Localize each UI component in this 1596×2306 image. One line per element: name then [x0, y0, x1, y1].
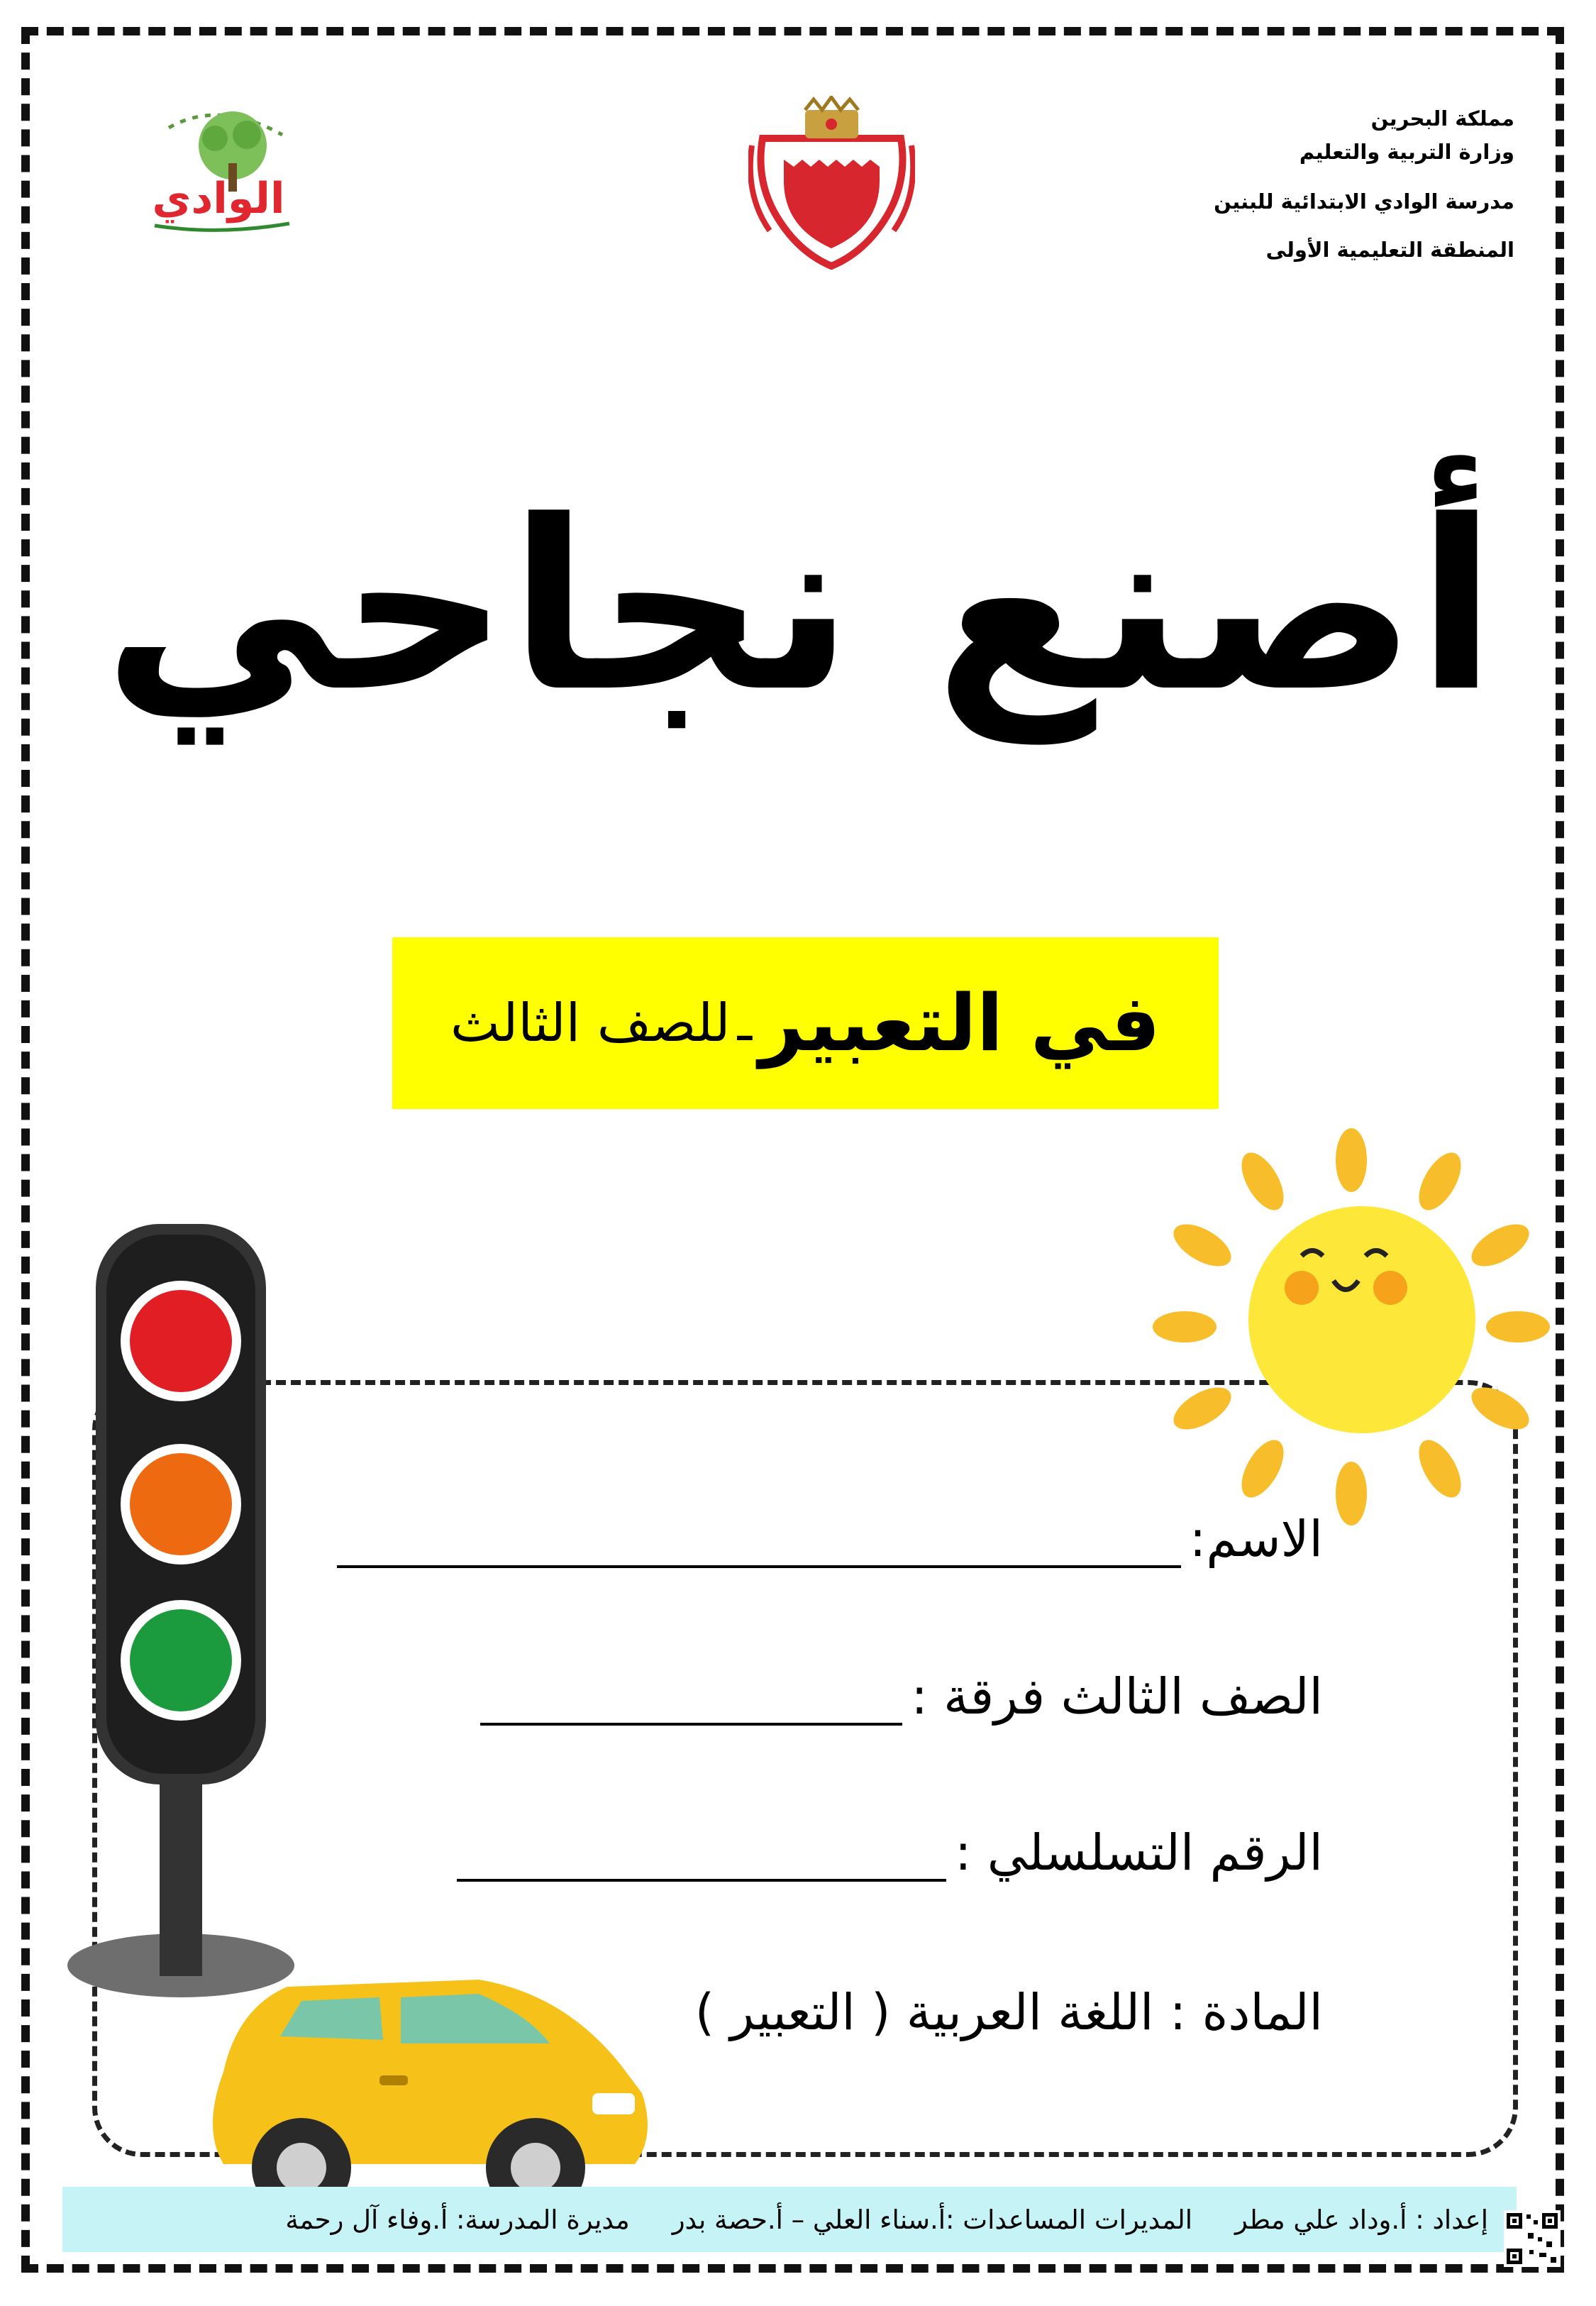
header-region: المنطقة التعليمية الأولى — [1265, 238, 1514, 262]
class-field — [480, 1667, 1323, 1726]
subject-field — [695, 1983, 1323, 2041]
footer-prepared-by: إعداد : أ.وداد علي مطر — [1235, 2204, 1488, 2235]
car-icon — [195, 1951, 677, 2224]
serial-blank[interactable] — [457, 1843, 946, 1882]
footer-assistants: المديرات المساعدات :أ.سناء العلي – أ.حصة بدر — [672, 2204, 1193, 2235]
name-blank[interactable] — [337, 1530, 1181, 1568]
subtitle-grade: للصف الثالث — [450, 993, 731, 1054]
subtitle-separator: ـ — [737, 994, 753, 1052]
serial-label: الرقم التسلسلي : — [954, 1824, 1323, 1882]
name-label: الاسم: — [1189, 1510, 1323, 1568]
subject-label: المادة : اللغة العربية ( التعبير ) — [694, 1983, 1323, 2041]
footer-principal: مديرة المدرسة: أ.وفاء آل رحمة — [285, 2204, 630, 2235]
class-label: الصف الثالث فرقة : — [911, 1667, 1323, 1726]
header-school: مدرسة الوادي الابتدائية للبنين — [1214, 189, 1514, 214]
class-blank[interactable] — [480, 1687, 902, 1726]
footer-credits — [62, 2187, 1517, 2252]
header-ministry: وزارة التربية والتعليم — [1299, 140, 1514, 164]
subtitle-main: في التعبير — [759, 978, 1160, 1069]
sun-icon — [1153, 1128, 1550, 1528]
page-title: أصنع نجاحي — [103, 470, 1497, 743]
serial-field — [457, 1824, 1323, 1882]
school-logo-icon — [126, 106, 311, 237]
traffic-light-icon — [67, 1217, 294, 2014]
bahrain-emblem-icon — [748, 96, 915, 272]
school-logo-text: الوادي — [152, 174, 285, 224]
header-kingdom: مملكة البحرين — [1370, 106, 1514, 131]
subtitle-box — [392, 937, 1219, 1109]
qr-code-icon — [1504, 2210, 1561, 2270]
